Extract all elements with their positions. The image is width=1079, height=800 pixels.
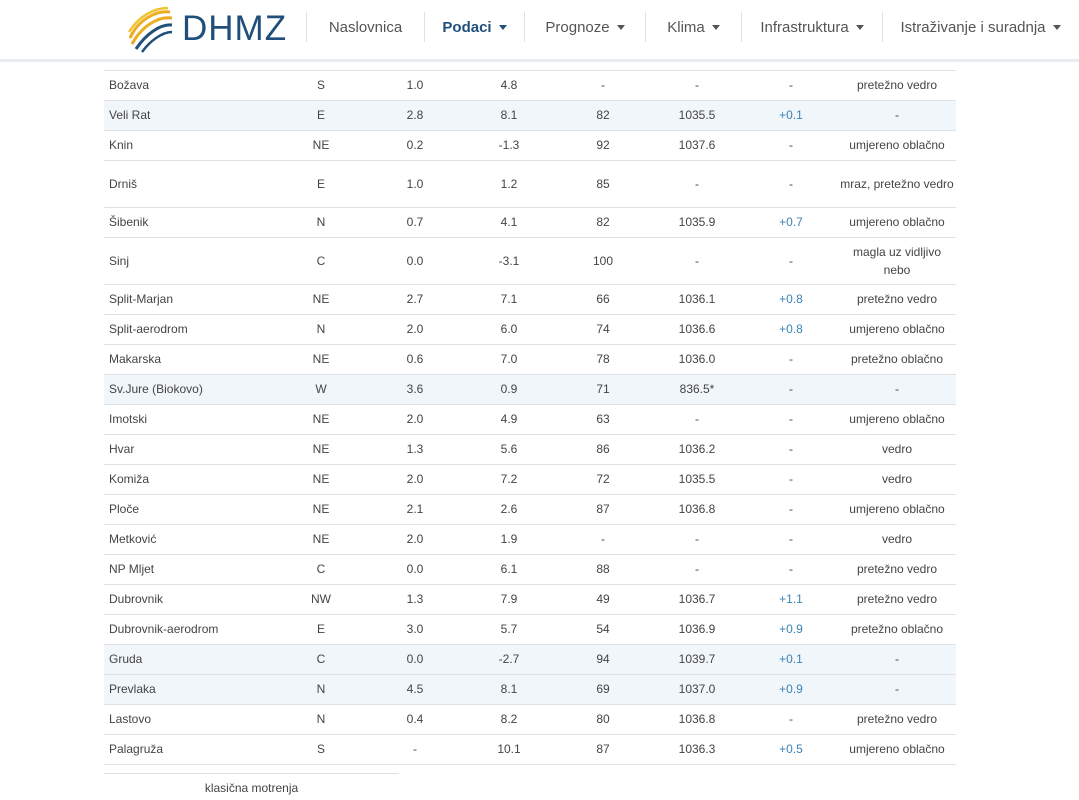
nav-label: Istraživanje i suradnja [900, 18, 1046, 36]
weather-cell: pretežno oblačno [838, 614, 956, 644]
table-row [104, 100, 956, 130]
nav-label: Naslovnica [328, 18, 403, 36]
wind-speed-cell: 1.3 [368, 584, 462, 614]
humidity-cell: 82 [556, 100, 650, 130]
table-row [104, 284, 956, 314]
weather-cell: mraz, pretežno vedro [838, 160, 956, 207]
pressure-cell: 1036.1 [650, 284, 744, 314]
table-row [104, 734, 956, 764]
temperature-cell: 7.1 [462, 284, 556, 314]
temperature-cell: -3.1 [462, 237, 556, 284]
station-cell: Makarska [104, 344, 274, 374]
wind-direction-cell: NE [274, 404, 368, 434]
weather-cell: umjereno oblačno [838, 734, 956, 764]
table-row [104, 554, 956, 584]
wind-speed-cell: 2.7 [368, 284, 462, 314]
humidity-cell: 87 [556, 734, 650, 764]
pressure-tendency-cell: +0.1 [744, 644, 838, 674]
pressure-tendency-cell: +0.8 [744, 314, 838, 344]
table-row [104, 207, 956, 237]
wind-direction-cell: N [274, 207, 368, 237]
pressure-tendency-cell: +0.9 [744, 614, 838, 644]
wind-speed-cell: 0.0 [368, 644, 462, 674]
pressure-tendency-cell: - [744, 160, 838, 207]
pressure-tendency-cell: - [744, 704, 838, 734]
humidity-cell: 100 [556, 237, 650, 284]
wind-speed-cell: 2.0 [368, 524, 462, 554]
weather-cell: vedro [838, 434, 956, 464]
temperature-cell: 5.6 [462, 434, 556, 464]
pressure-tendency-cell: - [744, 524, 838, 554]
temperature-cell: 4.1 [462, 207, 556, 237]
wind-speed-cell: 2.0 [368, 314, 462, 344]
station-cell: Prevlaka [104, 674, 274, 704]
station-cell: Gruda [104, 644, 274, 674]
wind-speed-cell: 3.6 [368, 374, 462, 404]
station-cell: Dubrovnik [104, 584, 274, 614]
pressure-cell: 1036.2 [650, 434, 744, 464]
weather-cell: - [838, 374, 956, 404]
wind-direction-cell: N [274, 674, 368, 704]
nav-label: Klima [667, 18, 705, 36]
station-cell: Dubrovnik-aerodrom [104, 614, 274, 644]
pressure-cell: 1037.6 [650, 130, 744, 160]
wind-direction-cell: S [274, 734, 368, 764]
weather-cell: - [838, 674, 956, 704]
temperature-cell: 8.2 [462, 704, 556, 734]
caret-down-icon [617, 25, 625, 30]
humidity-cell: 85 [556, 160, 650, 207]
wind-speed-cell: 1.0 [368, 160, 462, 207]
pressure-cell: - [650, 160, 744, 207]
wind-speed-cell: 3.0 [368, 614, 462, 644]
nav-item-podaci[interactable] [424, 12, 524, 42]
wind-speed-cell: 2.8 [368, 100, 462, 130]
weather-cell: umjereno oblačno [838, 404, 956, 434]
caret-down-icon [499, 25, 507, 30]
wind-direction-cell: E [274, 160, 368, 207]
pressure-cell: - [650, 404, 744, 434]
station-cell: NP Mljet [104, 554, 274, 584]
humidity-cell: 69 [556, 674, 650, 704]
temperature-cell: -2.7 [462, 644, 556, 674]
weather-cell: vedro [838, 464, 956, 494]
wind-speed-cell: - [368, 734, 462, 764]
caret-down-icon [712, 25, 720, 30]
humidity-cell: 66 [556, 284, 650, 314]
wind-speed-cell: 0.0 [368, 554, 462, 584]
table-row [104, 584, 956, 614]
wind-speed-cell: 0.7 [368, 207, 462, 237]
pressure-tendency-cell: - [744, 404, 838, 434]
station-cell: Božava [104, 70, 274, 100]
table-row [104, 374, 956, 404]
wind-direction-cell: N [274, 314, 368, 344]
station-cell: Metković [104, 524, 274, 554]
table-row [104, 524, 956, 554]
station-cell: Ploče [104, 494, 274, 524]
nav-item-naslovnica[interactable] [306, 12, 424, 42]
humidity-cell: 80 [556, 704, 650, 734]
table-row [104, 314, 956, 344]
wind-direction-cell: C [274, 554, 368, 584]
humidity-cell: 71 [556, 374, 650, 404]
wind-direction-cell: NE [274, 284, 368, 314]
wind-direction-cell: C [274, 237, 368, 284]
wind-speed-cell: 4.5 [368, 674, 462, 704]
wind-direction-cell: NE [274, 524, 368, 554]
nav-item-infrastruktura[interactable] [741, 12, 882, 42]
weather-cell: umjereno oblačno [838, 207, 956, 237]
temperature-cell: 1.2 [462, 160, 556, 207]
wind-direction-cell: E [274, 614, 368, 644]
weather-cell: - [838, 100, 956, 130]
temperature-cell: 10.1 [462, 734, 556, 764]
pressure-cell: 836.5* [650, 374, 744, 404]
nav-item-klima[interactable] [645, 12, 741, 42]
temperature-cell: 6.0 [462, 314, 556, 344]
humidity-cell: 82 [556, 207, 650, 237]
temperature-cell: 1.9 [462, 524, 556, 554]
pressure-cell: 1036.8 [650, 704, 744, 734]
wind-speed-cell: 0.6 [368, 344, 462, 374]
table-row [104, 464, 956, 494]
weather-cell: umjereno oblačno [838, 494, 956, 524]
wind-speed-cell: 0.2 [368, 130, 462, 160]
caret-down-icon [856, 25, 864, 30]
wind-direction-cell: NE [274, 434, 368, 464]
station-cell: Sv.Jure (Biokovo) [104, 374, 274, 404]
wind-direction-cell: S [274, 70, 368, 100]
pressure-cell: 1039.7 [650, 644, 744, 674]
pressure-tendency-cell: - [744, 464, 838, 494]
station-cell: Sinj [104, 237, 274, 284]
station-cell: Drniš [104, 160, 274, 207]
wind-direction-cell: W [274, 374, 368, 404]
nav-label: Prognoze [545, 18, 610, 36]
station-cell: Imotski [104, 404, 274, 434]
wind-direction-cell: NE [274, 344, 368, 374]
weather-cell: umjereno oblačno [838, 314, 956, 344]
wind-speed-cell: 1.0 [368, 70, 462, 100]
pressure-tendency-cell: +1.1 [744, 584, 838, 614]
nav-label: Infrastruktura [760, 18, 849, 36]
caret-down-icon [1053, 25, 1061, 30]
station-cell: Komiža [104, 464, 274, 494]
pressure-tendency-cell: - [744, 494, 838, 524]
station-cell: Šibenik [104, 207, 274, 237]
wind-direction-cell: NE [274, 494, 368, 524]
pressure-tendency-cell: +0.8 [744, 284, 838, 314]
nav-label: Podaci [442, 18, 492, 36]
pressure-tendency-cell: +0.9 [744, 674, 838, 704]
pressure-cell: 1036.0 [650, 344, 744, 374]
wind-speed-cell: 2.0 [368, 404, 462, 434]
humidity-cell: - [556, 70, 650, 100]
pressure-cell: - [650, 524, 744, 554]
humidity-cell: - [556, 524, 650, 554]
wind-speed-cell: 0.4 [368, 704, 462, 734]
pressure-cell: 1035.5 [650, 464, 744, 494]
humidity-cell: 88 [556, 554, 650, 584]
weather-cell: - [838, 644, 956, 674]
nav-item-prognoze[interactable] [524, 12, 645, 42]
station-cell: Knin [104, 130, 274, 160]
table-row [104, 434, 956, 464]
table-row [104, 70, 956, 100]
station-cell: Hvar [104, 434, 274, 464]
wind-speed-cell: 1.3 [368, 434, 462, 464]
humidity-cell: 86 [556, 434, 650, 464]
weather-cell: pretežno vedro [838, 70, 956, 100]
humidity-cell: 78 [556, 344, 650, 374]
weather-cell: pretežno vedro [838, 554, 956, 584]
wind-speed-cell: 2.0 [368, 464, 462, 494]
pressure-tendency-cell: - [744, 344, 838, 374]
weather-cell: pretežno vedro [838, 284, 956, 314]
wind-direction-cell: N [274, 704, 368, 734]
temperature-cell: 4.8 [462, 70, 556, 100]
humidity-cell: 74 [556, 314, 650, 344]
wind-speed-cell: 0.0 [368, 237, 462, 284]
weather-table-container [104, 70, 956, 765]
weather-cell: pretežno vedro [838, 704, 956, 734]
table-row [104, 130, 956, 160]
temperature-cell: 0.9 [462, 374, 556, 404]
pressure-tendency-cell: +0.1 [744, 100, 838, 130]
pressure-tendency-cell: - [744, 130, 838, 160]
pressure-cell: - [650, 554, 744, 584]
pressure-tendency-cell: - [744, 70, 838, 100]
table-row [104, 494, 956, 524]
table-row [104, 237, 956, 284]
humidity-cell: 87 [556, 494, 650, 524]
weather-cell: pretežno vedro [838, 584, 956, 614]
wind-direction-cell: E [274, 100, 368, 130]
station-cell: Split-aerodrom [104, 314, 274, 344]
humidity-cell: 54 [556, 614, 650, 644]
top-navbar [0, 0, 1079, 62]
humidity-cell: 63 [556, 404, 650, 434]
station-cell: Palagruža [104, 734, 274, 764]
station-cell: Lastovo [104, 704, 274, 734]
weather-cell: pretežno oblačno [838, 344, 956, 374]
weather-cell: umjereno oblačno [838, 130, 956, 160]
table-body [104, 70, 956, 764]
brand-name: DHMZ [182, 9, 288, 48]
brand-logo[interactable] [124, 4, 287, 54]
table-row [104, 614, 956, 644]
weather-cell: magla uz vidljivo nebo [838, 237, 956, 284]
pressure-cell: 1036.9 [650, 614, 744, 644]
table-row [104, 160, 956, 207]
pressure-cell: 1036.3 [650, 734, 744, 764]
station-cell: Split-Marjan [104, 284, 274, 314]
pressure-cell: 1037.0 [650, 674, 744, 704]
pressure-cell: 1035.9 [650, 207, 744, 237]
temperature-cell: 6.1 [462, 554, 556, 584]
humidity-cell: 72 [556, 464, 650, 494]
pressure-cell: - [650, 237, 744, 284]
pressure-tendency-cell: - [744, 554, 838, 584]
dhmz-logo-icon [124, 4, 174, 54]
pressure-cell: - [650, 70, 744, 100]
table-row [104, 704, 956, 734]
wind-direction-cell: NE [274, 464, 368, 494]
footer-divider [104, 773, 399, 774]
table-row [104, 344, 956, 374]
table-row [104, 674, 956, 704]
temperature-cell: 5.7 [462, 614, 556, 644]
pressure-cell: 1036.8 [650, 494, 744, 524]
wind-direction-cell: NW [274, 584, 368, 614]
nav-item-istrazivanje[interactable] [882, 12, 1078, 42]
temperature-cell: 4.9 [462, 404, 556, 434]
pressure-cell: 1036.6 [650, 314, 744, 344]
pressure-tendency-cell: - [744, 434, 838, 464]
wind-speed-cell: 2.1 [368, 494, 462, 524]
pressure-tendency-cell: - [744, 237, 838, 284]
pressure-cell: 1035.5 [650, 100, 744, 130]
weather-table [104, 70, 956, 765]
wind-direction-cell: NE [274, 130, 368, 160]
pressure-tendency-cell: +0.7 [744, 207, 838, 237]
temperature-cell: 7.0 [462, 344, 556, 374]
pressure-tendency-cell: +0.5 [744, 734, 838, 764]
humidity-cell: 92 [556, 130, 650, 160]
footer-note: klasična motrenja [204, 781, 299, 795]
wind-direction-cell: C [274, 644, 368, 674]
temperature-cell: 7.9 [462, 584, 556, 614]
table-row [104, 644, 956, 674]
temperature-cell: 2.6 [462, 494, 556, 524]
temperature-cell: 7.2 [462, 464, 556, 494]
pressure-cell: 1036.7 [650, 584, 744, 614]
humidity-cell: 94 [556, 644, 650, 674]
temperature-cell: 8.1 [462, 674, 556, 704]
station-cell: Veli Rat [104, 100, 274, 130]
humidity-cell: 49 [556, 584, 650, 614]
pressure-tendency-cell: - [744, 374, 838, 404]
main-nav [306, 12, 1078, 42]
temperature-cell: 8.1 [462, 100, 556, 130]
weather-cell: vedro [838, 524, 956, 554]
temperature-cell: -1.3 [462, 130, 556, 160]
table-row [104, 404, 956, 434]
